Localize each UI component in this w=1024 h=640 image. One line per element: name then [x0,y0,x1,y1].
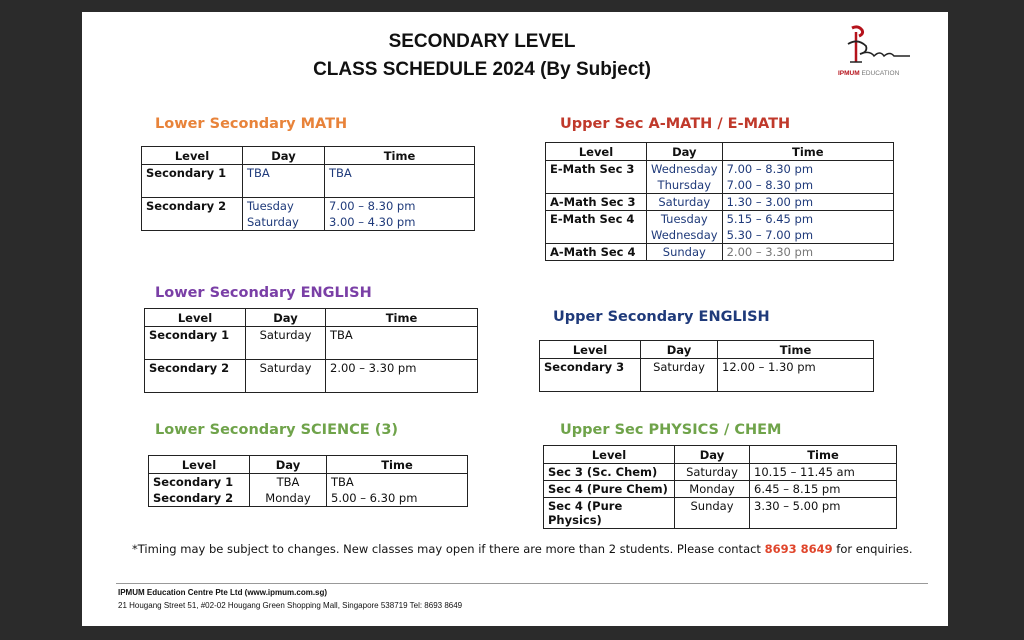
level-cell: A-Math Sec 3 [546,194,647,211]
header-level: Level [546,143,647,161]
time-cell: 12.00 – 1.30 pm [718,359,874,392]
table-header [544,446,897,464]
logo-text [838,70,918,77]
day-cell: Thursday [647,177,723,194]
time-cell: 6.45 – 8.15 pm [750,481,897,498]
table-header [145,309,478,327]
header-day: Day [250,456,327,474]
day-cell: Saturday [641,359,718,392]
lower-science-table [148,455,468,507]
time-cell: 5.00 – 6.30 pm [327,490,468,507]
day-cell: TBA [243,165,325,198]
day-cell: TBA [250,474,327,491]
table-row [544,464,897,481]
level-cell: Secondary 1 [149,474,250,491]
level-cell: Secondary 2 [145,360,246,393]
day-cell: Saturday [246,327,326,360]
time-cell: 7.00 – 8.30 pm [722,177,893,194]
time-cell: 7.00 – 8.30 pm [325,198,475,215]
table-row [544,498,897,529]
table-row [546,211,894,228]
table-row [149,474,468,491]
upper-physics-table [543,445,897,529]
time-cell: 5.30 – 7.00 pm [722,227,893,244]
level-cell: Secondary 1 [142,165,243,198]
note-text-end: for enquiries. [832,542,913,556]
table-header [540,341,874,359]
ipmum-logo-icon [838,24,918,70]
day-cell: Sunday [675,498,750,529]
header-level: Level [142,147,243,165]
time-cell: 2.00 – 3.30 pm [722,244,893,261]
day-cell: Sunday [647,244,723,261]
logo-brand: IPMUM [838,70,860,77]
table-row [546,194,894,211]
title-line-2: CLASS SCHEDULE 2024 (By Subject) [313,59,651,80]
note-text: *Timing may be subject to changes. New classes may open if there are more than 2 students. Please contact [132,542,765,556]
table-row [546,244,894,261]
level-cell: E-Math Sec 4 [546,211,647,228]
table-row [142,165,475,198]
level-cell-empty [546,177,647,194]
lower-english-table [144,308,478,393]
time-cell: 2.00 – 3.30 pm [326,360,478,393]
time-cell: 1.30 – 3.00 pm [722,194,893,211]
header-level: Level [540,341,641,359]
day-cell: Monday [250,490,327,507]
header-time: Time [326,309,478,327]
lower-math-title: Lower Secondary MATH [155,116,348,132]
day-cell: Wednesday [647,227,723,244]
day-cell: Wednesday [647,161,723,178]
logo-suffix: EDUCATION [861,70,900,77]
header-level: Level [149,456,250,474]
disclaimer-note [132,542,913,556]
upper-physics-title: Upper Sec PHYSICS / CHEM [560,422,782,438]
table-row [149,490,468,507]
footer-divider [116,583,928,584]
lower-math-table [141,146,475,231]
schedule-page [82,12,948,626]
level-cell-empty [546,227,647,244]
header-time: Time [325,147,475,165]
level-cell: Secondary 2 [149,490,250,507]
day-cell: Saturday [243,214,325,231]
header-day: Day [675,446,750,464]
header-day: Day [246,309,326,327]
day-cell: Monday [675,481,750,498]
table-header [149,456,468,474]
lower-english-title: Lower Secondary ENGLISH [155,285,372,301]
level-cell: Secondary 3 [540,359,641,392]
level-cell: E-Math Sec 3 [546,161,647,178]
header-time: Time [327,456,468,474]
level-cell: A-Math Sec 4 [546,244,647,261]
header-level: Level [544,446,675,464]
time-cell: TBA [326,327,478,360]
footer-address: 21 Hougang Street 51, #02-02 Hougang Green Shopping Mall, Singapore 538719 Tel: 8693 8649 [118,601,463,610]
lower-science-title: Lower Secondary SCIENCE (3) [155,422,399,438]
level-cell: Sec 4 (Pure Chem) [544,481,675,498]
upper-math-title: Upper Sec A-MATH / E-MATH [560,116,791,132]
upper-english-table [539,340,874,392]
header-day: Day [243,147,325,165]
time-cell: TBA [325,165,475,198]
table-row [142,198,475,215]
table-row [145,327,478,360]
day-cell: Saturday [675,464,750,481]
time-cell: 10.15 – 11.45 am [750,464,897,481]
level-cell-empty [142,214,243,231]
header-day: Day [647,143,723,161]
upper-english-title: Upper Secondary ENGLISH [553,309,770,325]
ipmum-logo [838,24,918,80]
time-cell: 3.00 – 4.30 pm [325,214,475,231]
header-level: Level [145,309,246,327]
level-cell: Sec 4 (Pure Physics) [544,498,675,529]
table-header [142,147,475,165]
day-cell: Tuesday [647,211,723,228]
time-cell: 5.15 – 6.45 pm [722,211,893,228]
table-row-cont [546,227,894,244]
header-time: Time [722,143,893,161]
table-row [546,161,894,178]
time-cell: TBA [327,474,468,491]
day-cell: Saturday [246,360,326,393]
contact-phone: 8693 8649 [764,542,833,556]
table-row [145,360,478,393]
header-time: Time [718,341,874,359]
level-cell: Sec 3 (Sc. Chem) [544,464,675,481]
day-cell: Saturday [647,194,723,211]
table-row-cont [546,177,894,194]
title-line-1: SECONDARY LEVEL [388,31,576,52]
time-cell: 3.30 – 5.00 pm [750,498,897,529]
upper-math-table [545,142,894,261]
table-row [544,481,897,498]
level-cell: Secondary 1 [145,327,246,360]
level-cell: Secondary 2 [142,198,243,215]
table-header [546,143,894,161]
header-day: Day [641,341,718,359]
header-time: Time [750,446,897,464]
footer-company: IPMUM Education Centre Pte Ltd (www.ipmum.com.sg) [118,588,328,597]
table-row-cont [142,214,475,231]
table-row [540,359,874,392]
time-cell: 7.00 – 8.30 pm [722,161,893,178]
day-cell: Tuesday [243,198,325,215]
